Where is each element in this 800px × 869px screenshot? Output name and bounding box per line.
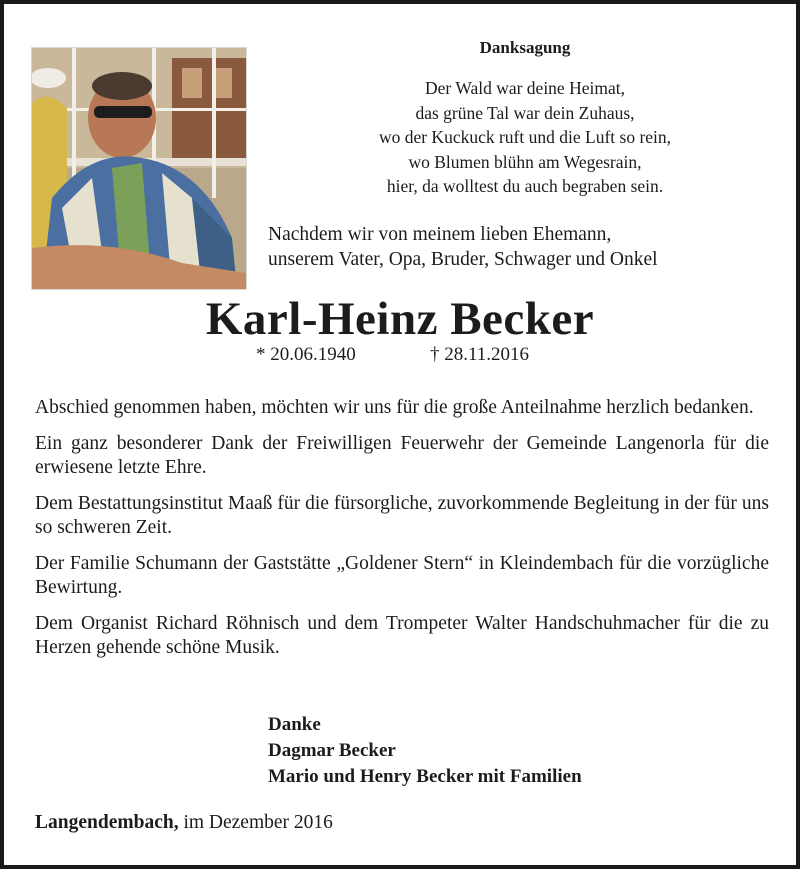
poem-line: wo der Kuckuck ruft und die Luft so rein, [378,127,672,147]
place-date [35,812,333,834]
poem [350,76,700,199]
thanks-paragraph: Abschied genommen haben, möchten wir uns für die große Anteilnahme herzlich bedanken. [35,397,754,418]
signoff [268,712,582,790]
poem-line: hier, da wolltest du auch begraben sein. [386,176,664,196]
thanks-paragraph: Der Familie Schumann der Gaststätte „Goldener Stern“ in Kleindembach für die vorzügliche Bewirtung. [35,552,769,598]
intro-text [268,222,788,272]
notice-heading: Danksagung [479,38,571,57]
place-town: Langendembach, [35,812,179,833]
place-date-text: im Dezember 2016 [178,812,333,833]
thanks-body [35,396,769,672]
poem-line: Der Wald war deine Heimat, [425,78,625,98]
portrait-photo [32,48,246,289]
thanks-paragraph: Dem Organist Richard Röhnisch und dem Trompeter Walter Handschuhmacher für die zu Herzen gehende schöne Musik. [35,612,769,658]
signoff-line: Dagmar Becker [268,740,396,761]
poem-line: wo Blumen blühn am Wegesrain, [408,151,642,172]
death-date: † 28.11.2016 [430,344,530,365]
birth-date: * 20.06.1940 [256,344,356,365]
signoff-line: Danke [268,714,321,735]
signoff-line: Mario und Henry Becker mit Familien [268,766,582,787]
intro-line: Nachdem wir von meinem lieben Ehemann, [268,224,612,245]
poem-line: das grüne Tal war dein Zuhaus, [415,102,635,123]
thanks-paragraph: Ein ganz besonderer Dank der Freiwilligen Feuerwehr der Gemeinde Langenorla für die erwiesene letzte Ehre. [35,432,769,478]
intro-line: unserem Vater, Opa, Bruder, Schwager und Onkel [268,249,658,270]
thanks-paragraph: Dem Bestattungsinstitut Maaß für die fürsorgliche, zuvorkommende Begleitung in der für uns so schweren Zeit. [35,492,769,538]
deceased-name: Karl-Heinz Becker [205,293,595,345]
